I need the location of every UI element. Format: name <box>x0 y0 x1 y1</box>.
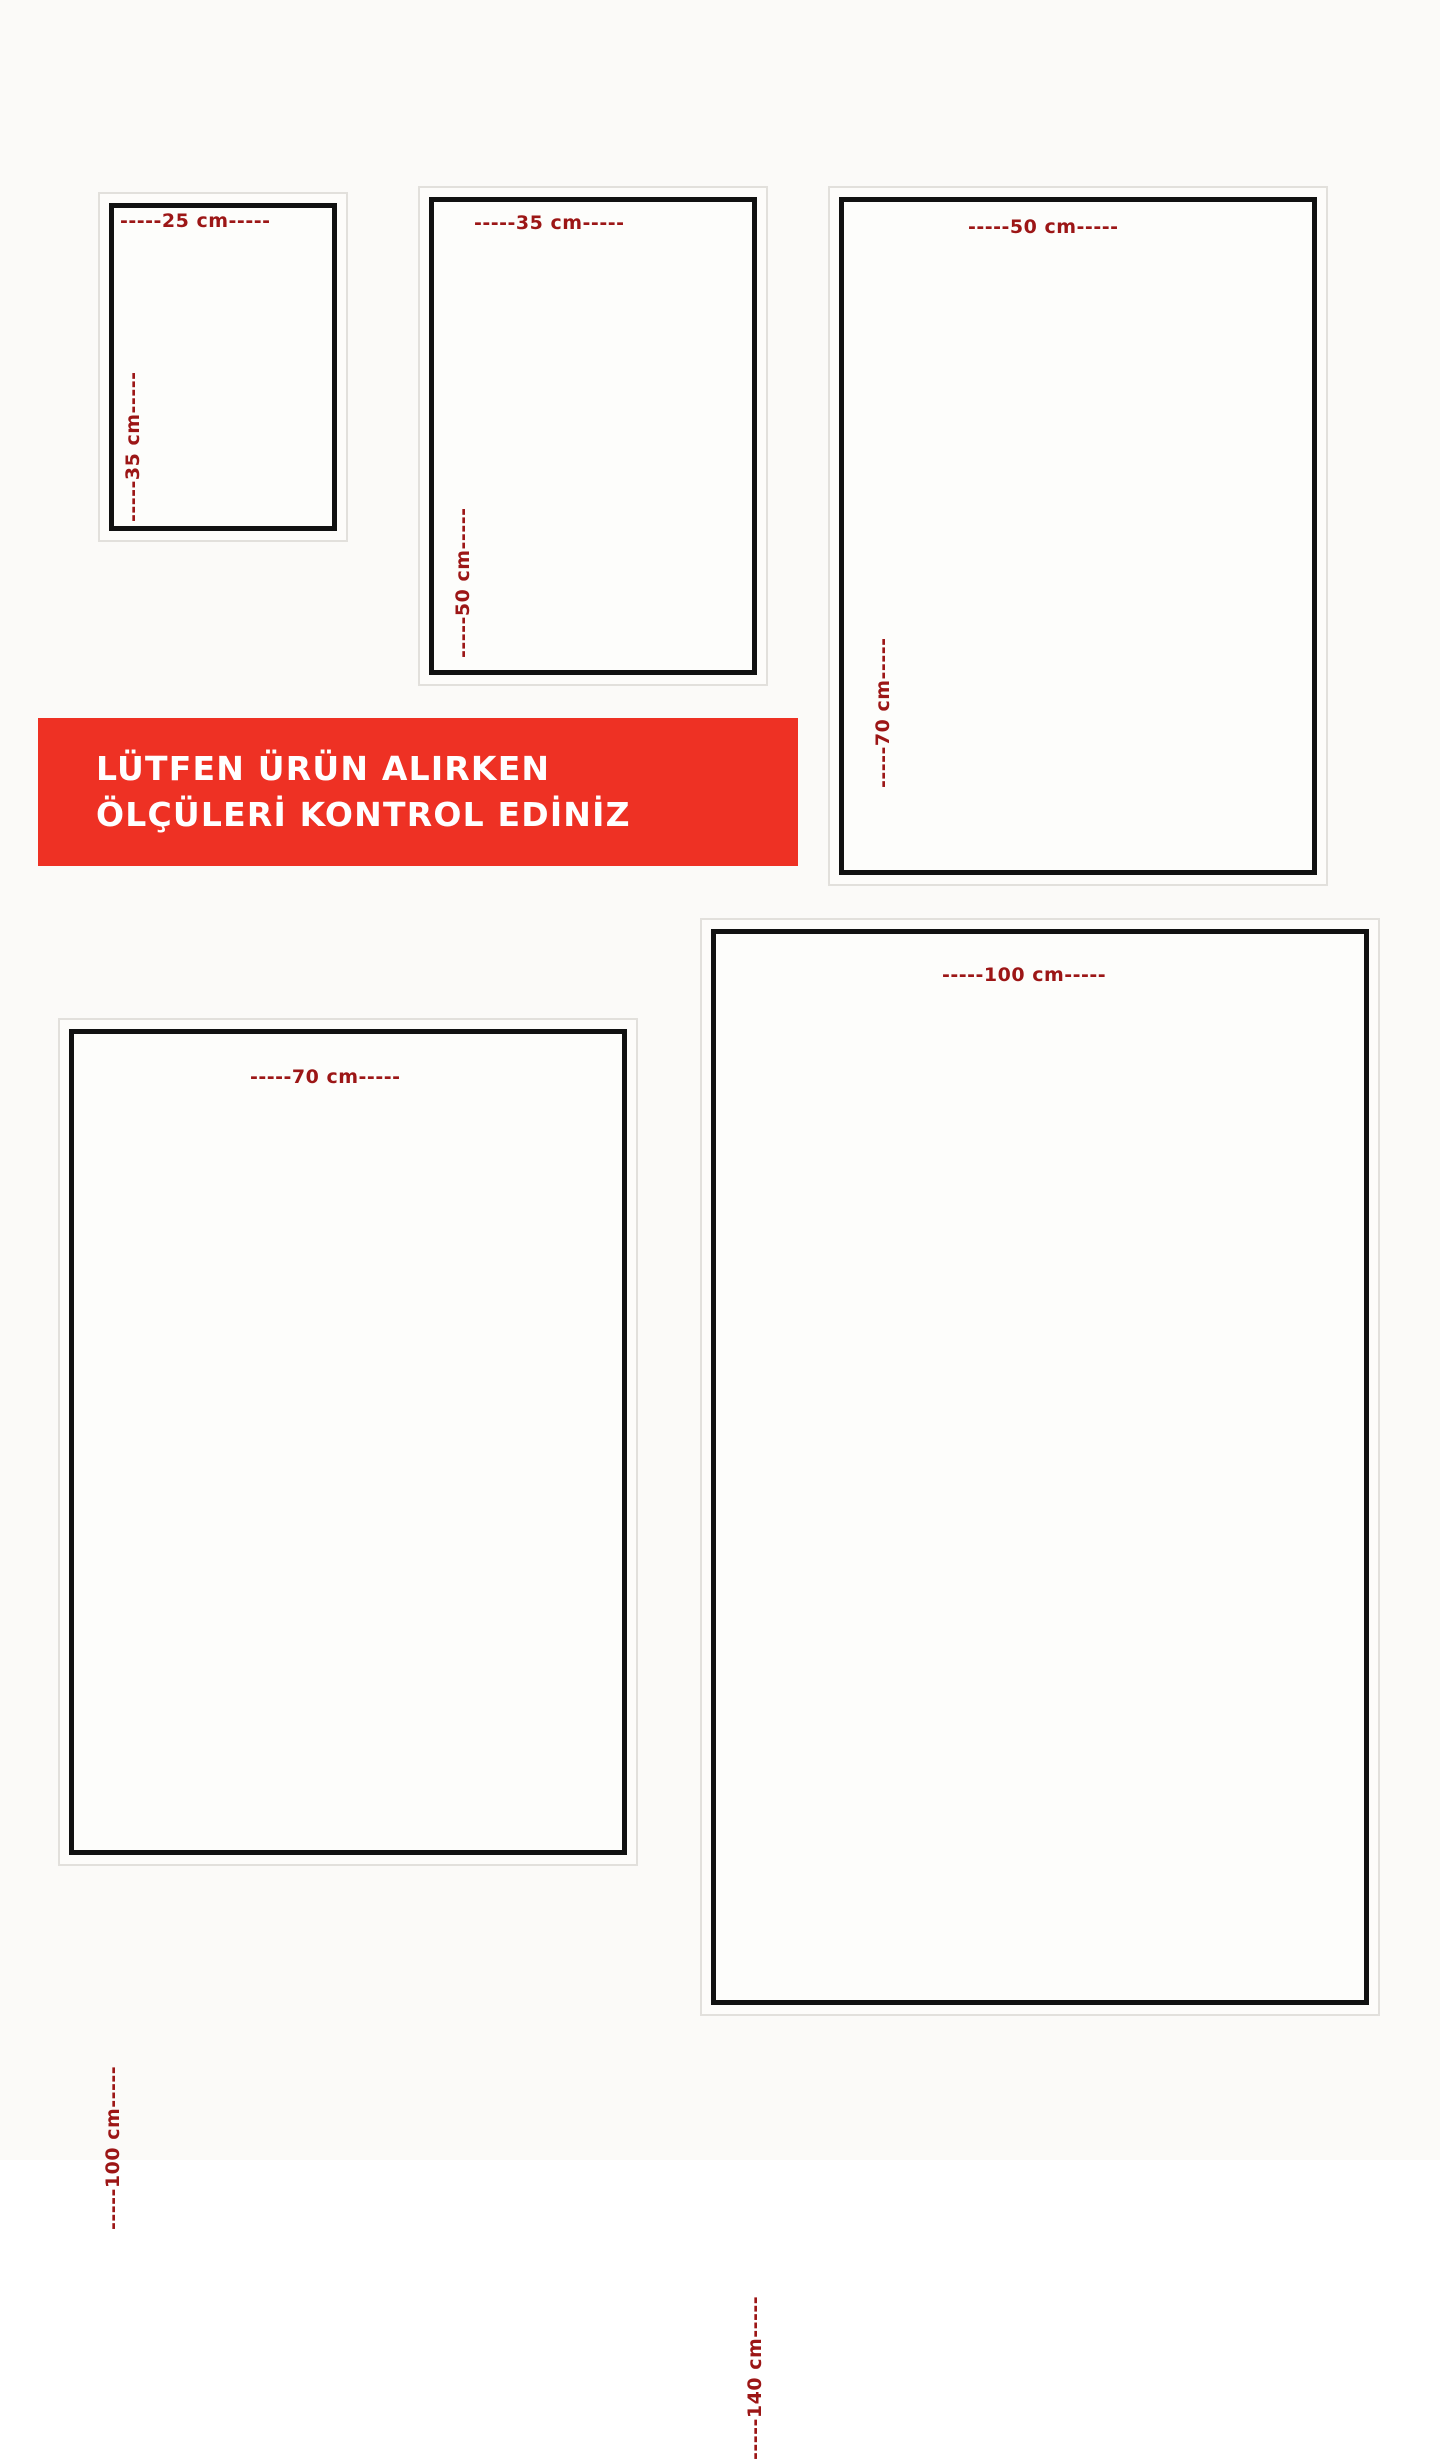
frame-50x70-inner <box>839 197 1317 875</box>
warning-line-1: LÜTFEN ÜRÜN ALIRKEN <box>96 749 551 789</box>
frame-25x35-width-label: -----25 cm----- <box>120 210 271 232</box>
frame-100x140 <box>700 918 1380 2460</box>
frame-35x50 <box>418 186 768 686</box>
frame-70x100 <box>58 1018 638 2230</box>
size-check-warning-banner <box>38 718 798 866</box>
frame-70x100-inner <box>69 1029 627 1855</box>
frame-50x70-height-label: -----70 cm----- <box>872 637 894 788</box>
frame-100x140-height-label: -----140 cm----- <box>744 2295 766 2460</box>
frame-50x70 <box>828 186 1328 886</box>
frame-35x50-inner <box>429 197 757 675</box>
warning-line-2: ÖLÇÜLERİ KONTROL EDİNİZ <box>96 795 631 834</box>
frame-100x140-inner <box>711 929 1369 2005</box>
frame-50x70-width-label: -----50 cm----- <box>968 216 1119 238</box>
frame-100x140-width-label: -----100 cm----- <box>942 964 1107 986</box>
frame-70x100-width-label: -----70 cm----- <box>250 1066 401 1088</box>
frame-35x50-width-label: -----35 cm----- <box>474 212 625 234</box>
frame-35x50-height-label: -----50 cm----- <box>452 507 474 658</box>
frame-25x35-height-label: -----35 cm----- <box>122 371 144 522</box>
frame-70x100-height-label: -----100 cm----- <box>102 2065 124 2230</box>
frame-25x35 <box>98 192 348 542</box>
